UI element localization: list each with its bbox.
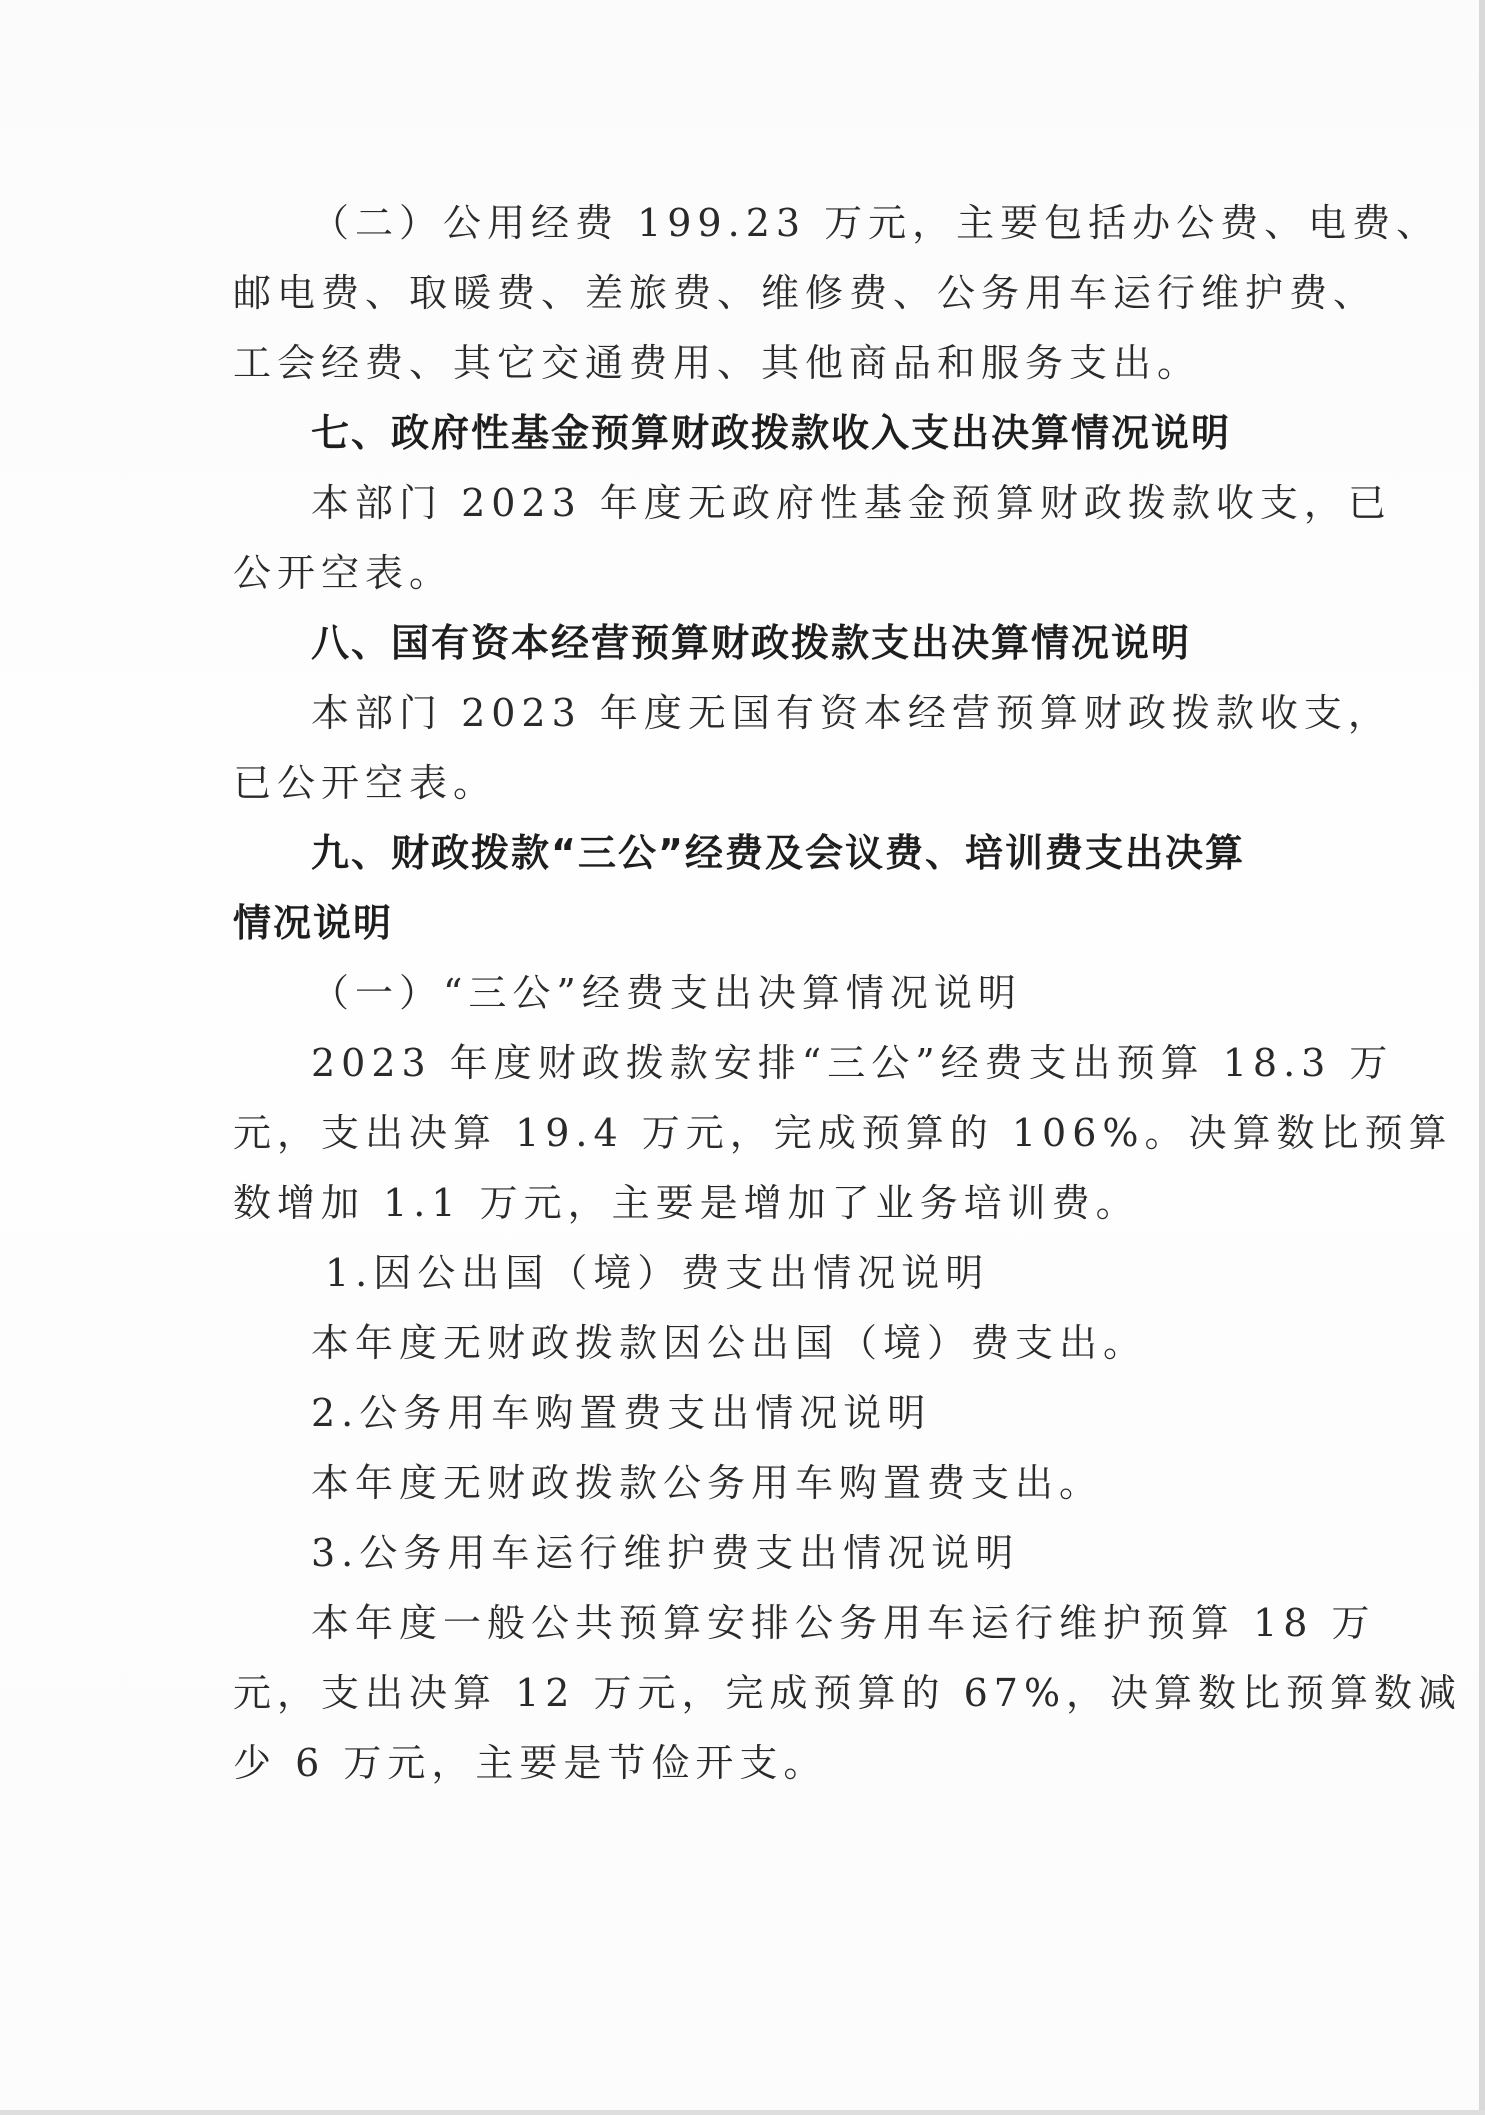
section-8-text-1: 本部门 2023 年度无国有资本经营预算财政拨款收支，: [311, 691, 1392, 735]
item-3-text-1: 本年度一般公共预算安排公务用车运行维护预算 18 万: [311, 1601, 1376, 1645]
subsection-1-text-1: 2023 年度财政拨款安排“三公”经费支出预算 18.3 万: [311, 1041, 1394, 1085]
item-3-heading: 3.公务用车运行维护费支出情况说明: [311, 1531, 1020, 1575]
item-1-heading: 1.因公出国（境）费支出情况说明: [325, 1251, 990, 1295]
public-expense-line-1: （二）公用经费 199.23 万元，主要包括办公费、电费、: [311, 201, 1441, 245]
public-expense-line-2: 邮电费、取暖费、差旅费、维修费、公务用车运行维护费、: [233, 271, 1378, 315]
section-9-heading-2: 情况说明: [233, 901, 394, 945]
section-7-heading: 七、政府性基金预算财政拨款收入支出决算情况说明: [311, 411, 1232, 455]
item-3-text-2: 元，支出决算 12 万元，完成预算的 67%，决算数比预算数减: [233, 1671, 1463, 1715]
section-7-text-1: 本部门 2023 年度无政府性基金预算财政拨款收支，已: [311, 481, 1392, 525]
item-2-heading: 2.公务用车购置费支出情况说明: [311, 1391, 932, 1435]
section-8-text-2: 已公开空表。: [233, 761, 498, 805]
scan-edge-bottom: [0, 2110, 1485, 2115]
section-7-text-2: 公开空表。: [233, 551, 454, 595]
public-expense-line-3: 工会经费、其它交通费用、其他商品和服务支出。: [233, 341, 1202, 385]
item-2-text: 本年度无财政拨款公务用车购置费支出。: [311, 1461, 1104, 1505]
subsection-1-text-2: 元，支出决算 19.4 万元，完成预算的 106%。决算数比预算: [233, 1111, 1453, 1155]
section-8-heading: 八、国有资本经营预算财政拨款支出决算情况说明: [311, 621, 1192, 665]
subsection-1-heading: （一）“三公”经费支出决算情况说明: [311, 971, 1022, 1015]
scan-edge-right: [1479, 0, 1485, 2115]
item-1-text: 本年度无财政拨款因公出国（境）费支出。: [311, 1321, 1148, 1365]
item-3-text-3: 少 6 万元，主要是节俭开支。: [233, 1741, 828, 1785]
document-body: [233, 188, 1463, 1798]
subsection-1-text-3: 数增加 1.1 万元，主要是增加了业务培训费。: [233, 1181, 1140, 1225]
section-9-heading-1: 九、财政拨款“三公”经费及会议费、培训费支出决算: [311, 831, 1245, 875]
